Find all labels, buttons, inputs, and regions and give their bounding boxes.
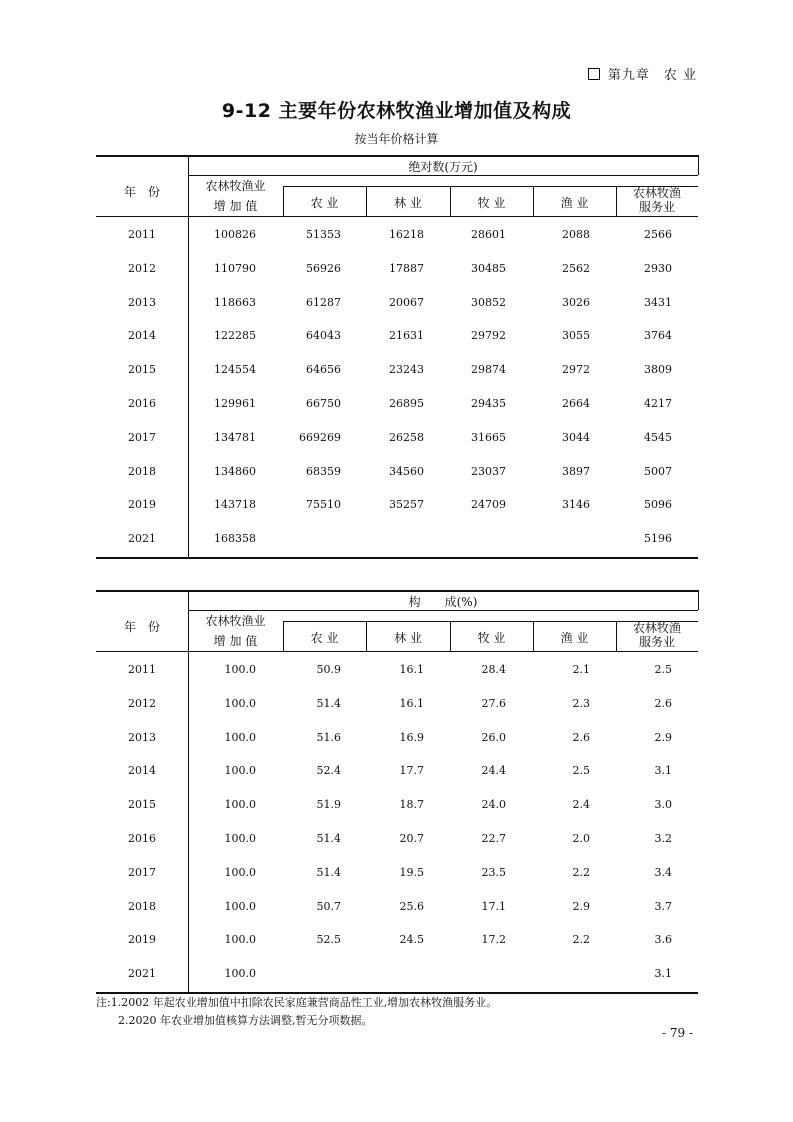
year-cell: 2016: [128, 832, 156, 845]
value-cell: 124554: [214, 363, 256, 376]
value-cell: 56926: [306, 262, 341, 275]
value-cell: 66750: [306, 397, 341, 410]
value-cell: 17.1: [481, 900, 506, 913]
value-cell: 29874: [471, 363, 506, 376]
value-cell: 3146: [562, 498, 590, 511]
value-cell: 2.5: [654, 663, 672, 676]
value-cell: 3044: [562, 431, 590, 444]
value-cell: 129961: [214, 397, 256, 410]
value-cell: 3897: [562, 465, 590, 478]
column-header: 渔 业: [560, 196, 589, 210]
value-cell: 100.0: [224, 697, 256, 710]
value-cell: 2.6: [572, 731, 590, 744]
value-cell: 51353: [306, 228, 341, 241]
note-2: 2.2020 年农业增加值核算方法调整,暂无分项数据。: [118, 1014, 373, 1027]
square-icon: [588, 68, 600, 80]
value-cell: 143718: [214, 498, 256, 511]
value-cell: 3.7: [654, 900, 672, 913]
value-cell: 2.4: [572, 798, 590, 811]
value-cell: 28601: [471, 228, 506, 241]
value-cell: 4217: [644, 397, 672, 410]
value-cell: 31665: [471, 431, 506, 444]
value-cell: 100.0: [224, 866, 256, 879]
value-cell: 168358: [214, 532, 256, 545]
value-cell: 28.4: [481, 663, 506, 676]
total-header-line2: 增 加 值: [213, 634, 258, 648]
value-cell: 110790: [214, 262, 256, 275]
year-header: 年 份: [123, 185, 160, 199]
value-cell: 2.9: [572, 900, 590, 913]
value-cell: 3026: [562, 296, 590, 309]
value-cell: 2.2: [572, 866, 590, 879]
value-cell: 2664: [562, 397, 590, 410]
value-cell: 2.3: [572, 697, 590, 710]
page-title: 9-12 主要年份农林牧渔业增加值及构成: [221, 100, 572, 122]
chapter-label: 第九章 农 业: [607, 68, 697, 83]
year-cell: 2019: [128, 933, 156, 946]
value-cell: 2930: [644, 262, 672, 275]
value-cell: 19.5: [399, 866, 424, 879]
group-header-rule: [188, 175, 698, 176]
value-cell: 122285: [214, 329, 256, 342]
value-cell: 16.1: [399, 663, 424, 676]
value-cell: 3764: [644, 329, 672, 342]
column-header: 农 业: [310, 631, 339, 645]
value-cell: 134860: [214, 465, 256, 478]
total-header-line1: 农林牧渔业: [205, 179, 266, 193]
value-cell: 2562: [562, 262, 590, 275]
value-cell: 100.0: [224, 663, 256, 676]
value-cell: 3055: [562, 329, 590, 342]
value-cell: 100.0: [224, 731, 256, 744]
column-header: 林 业: [394, 196, 422, 210]
value-cell: 5196: [644, 532, 672, 545]
value-cell: 100.0: [224, 832, 256, 845]
table-bottom-rule: [96, 557, 698, 559]
value-cell: 68359: [306, 465, 341, 478]
value-cell: 2.6: [654, 697, 672, 710]
right-header-rule: [698, 590, 699, 610]
column-header: 牧 业: [477, 196, 506, 210]
value-cell: 20.7: [399, 832, 424, 845]
service-header-line1: 农林牧渔: [632, 186, 681, 200]
year-cell: 2011: [128, 663, 156, 676]
value-cell: 669269: [299, 431, 341, 444]
year-cell: 2019: [128, 498, 156, 511]
page-number: - 79 -: [661, 1026, 693, 1040]
year-header: 年 份: [123, 620, 160, 634]
value-cell: 16218: [389, 228, 424, 241]
year-cell: 2018: [128, 465, 156, 478]
year-column-rule: [188, 155, 189, 557]
value-cell: 118663: [214, 296, 256, 309]
value-cell: 17887: [389, 262, 424, 275]
value-cell: 50.9: [316, 663, 341, 676]
value-cell: 18.7: [399, 798, 424, 811]
value-cell: 51.4: [316, 866, 341, 879]
value-cell: 134781: [214, 431, 256, 444]
year-cell: 2021: [128, 532, 156, 545]
value-cell: 51.6: [316, 731, 341, 744]
value-cell: 2566: [644, 228, 672, 241]
column-header: 林 业: [394, 631, 422, 645]
value-cell: 2088: [562, 228, 590, 241]
value-cell: 16.9: [399, 731, 424, 744]
value-cell: 17.7: [399, 764, 424, 777]
page-subtitle: 按当年价格计算: [354, 132, 439, 146]
value-cell: 2.5: [572, 764, 590, 777]
value-cell: 51.9: [316, 798, 341, 811]
value-cell: 100.0: [224, 967, 256, 980]
value-cell: 100.0: [224, 900, 256, 913]
value-cell: 2.9: [654, 731, 672, 744]
value-cell: 17.2: [481, 933, 506, 946]
value-cell: 29792: [471, 329, 506, 342]
value-cell: 21631: [389, 329, 424, 342]
year-cell: 2013: [128, 731, 156, 744]
value-cell: 24.4: [481, 764, 506, 777]
value-cell: 64656: [306, 363, 341, 376]
value-cell: 25.6: [399, 900, 424, 913]
value-cell: 3.2: [654, 832, 672, 845]
value-cell: 16.1: [399, 697, 424, 710]
year-cell: 2016: [128, 397, 156, 410]
value-cell: 51.4: [316, 697, 341, 710]
value-cell: 20067: [389, 296, 424, 309]
value-cell: 61287: [306, 296, 341, 309]
value-cell: 30485: [471, 262, 506, 275]
year-cell: 2012: [128, 262, 156, 275]
value-cell: 3.1: [654, 764, 672, 777]
value-cell: 23037: [471, 465, 506, 478]
value-cell: 26258: [389, 431, 424, 444]
value-cell: 4545: [644, 431, 672, 444]
value-cell: 5096: [644, 498, 672, 511]
value-cell: 24.0: [481, 798, 506, 811]
year-cell: 2014: [128, 764, 156, 777]
value-cell: 3.6: [654, 933, 672, 946]
value-cell: 100826: [214, 228, 256, 241]
value-cell: 3431: [644, 296, 672, 309]
column-header: 牧 业: [477, 631, 506, 645]
value-cell: 52.4: [316, 764, 341, 777]
total-header-line2: 增 加 值: [213, 199, 258, 213]
value-cell: 2.1: [572, 663, 590, 676]
right-header-rule: [698, 155, 699, 175]
value-cell: 5007: [644, 465, 672, 478]
year-cell: 2012: [128, 697, 156, 710]
year-cell: 2018: [128, 900, 156, 913]
value-cell: 3.1: [654, 967, 672, 980]
value-cell: 100.0: [224, 798, 256, 811]
value-cell: 3809: [644, 363, 672, 376]
year-cell: 2013: [128, 296, 156, 309]
value-cell: 3.4: [654, 866, 672, 879]
value-cell: 29435: [471, 397, 506, 410]
value-cell: 22.7: [481, 832, 506, 845]
column-header: 渔 业: [560, 631, 589, 645]
table-top-rule: [96, 590, 698, 592]
value-cell: 27.6: [481, 697, 506, 710]
value-cell: 30852: [471, 296, 506, 309]
value-cell: 24709: [471, 498, 506, 511]
value-cell: 34560: [389, 465, 424, 478]
value-cell: 24.5: [399, 933, 424, 946]
header-bottom-rule: [96, 651, 698, 652]
column-header: 农 业: [310, 196, 339, 210]
total-header-line1: 农林牧渔业: [205, 614, 266, 628]
group-header: 绝对数(万元): [408, 160, 478, 174]
value-cell: 51.4: [316, 832, 341, 845]
group-header: 构 成(%): [408, 595, 478, 609]
value-cell: 26895: [389, 397, 424, 410]
value-cell: 35257: [389, 498, 424, 511]
value-cell: 3.0: [654, 798, 672, 811]
year-cell: 2011: [128, 228, 156, 241]
value-cell: 23.5: [481, 866, 506, 879]
value-cell: 2.2: [572, 933, 590, 946]
group-header-rule: [188, 610, 698, 611]
value-cell: 100.0: [224, 764, 256, 777]
value-cell: 75510: [306, 498, 341, 511]
value-cell: 26.0: [481, 731, 506, 744]
value-cell: 2972: [562, 363, 590, 376]
year-cell: 2015: [128, 363, 156, 376]
year-cell: 2017: [128, 866, 156, 879]
year-cell: 2015: [128, 798, 156, 811]
value-cell: 23243: [389, 363, 424, 376]
value-cell: 100.0: [224, 933, 256, 946]
year-cell: 2017: [128, 431, 156, 444]
header-bottom-rule: [96, 216, 698, 217]
year-cell: 2014: [128, 329, 156, 342]
note-1: 注:1.2002 年起农业增加值中扣除农民家庭兼营商品性工业,增加农林牧渔服务业。: [96, 996, 498, 1009]
year-cell: 2021: [128, 967, 156, 980]
chapter-header: [588, 64, 697, 83]
year-column-rule: [188, 590, 189, 992]
value-cell: 52.5: [316, 933, 341, 946]
service-header-line2: 服务业: [638, 200, 675, 214]
value-cell: 2.0: [572, 832, 590, 845]
table-top-rule: [96, 155, 698, 157]
service-header-line1: 农林牧渔: [632, 621, 681, 635]
service-header-line2: 服务业: [638, 635, 675, 649]
value-cell: 50.7: [316, 900, 341, 913]
value-cell: 64043: [306, 329, 341, 342]
